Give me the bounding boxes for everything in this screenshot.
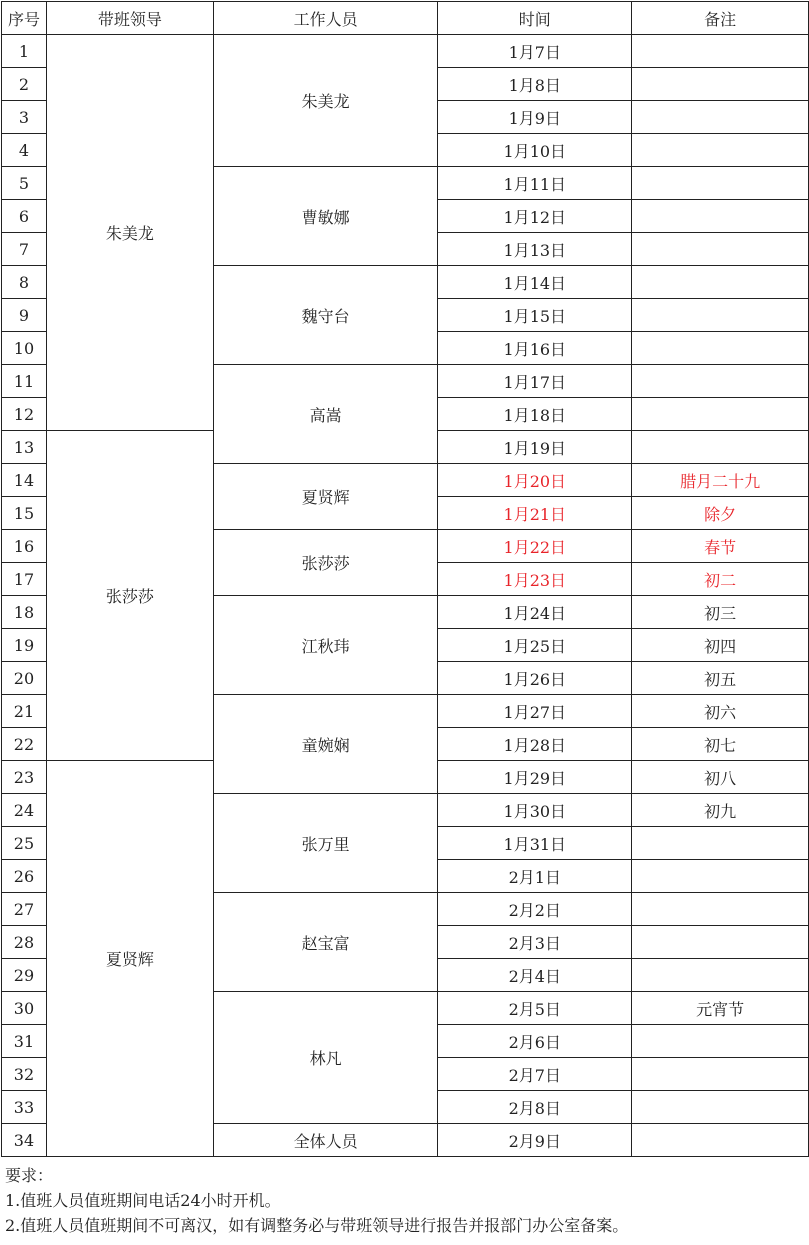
note-cell: 初五 [632, 662, 809, 695]
date-cell: 2月3日 [438, 926, 632, 959]
leader-cell: 张莎莎 [46, 431, 213, 761]
date-cell: 2月5日 [438, 992, 632, 1025]
date-cell: 1月23日 [438, 563, 632, 596]
date-cell: 1月31日 [438, 827, 632, 860]
staff-cell: 夏贤辉 [213, 464, 438, 530]
seq-cell: 19 [2, 629, 47, 662]
date-cell: 2月9日 [438, 1124, 632, 1157]
staff-cell: 张莎莎 [213, 530, 438, 596]
seq-cell: 27 [2, 893, 47, 926]
seq-cell: 18 [2, 596, 47, 629]
staff-cell: 魏守台 [213, 266, 438, 365]
staff-cell: 赵宝富 [213, 893, 438, 992]
date-cell: 2月8日 [438, 1091, 632, 1124]
date-cell: 1月19日 [438, 431, 632, 464]
seq-cell: 30 [2, 992, 47, 1025]
seq-cell: 26 [2, 860, 47, 893]
date-cell: 1月27日 [438, 695, 632, 728]
date-cell: 1月14日 [438, 266, 632, 299]
leader-cell: 夏贤辉 [46, 761, 213, 1157]
date-cell: 1月16日 [438, 332, 632, 365]
staff-cell: 全体人员 [213, 1124, 438, 1157]
date-cell: 1月13日 [438, 233, 632, 266]
date-cell: 2月1日 [438, 860, 632, 893]
seq-cell: 20 [2, 662, 47, 695]
date-cell: 1月25日 [438, 629, 632, 662]
staff-cell: 高嵩 [213, 365, 438, 464]
seq-cell: 29 [2, 959, 47, 992]
table-row [2, 35, 809, 68]
note-cell [632, 1124, 809, 1157]
staff-cell: 朱美龙 [213, 35, 438, 167]
note-cell [632, 1091, 809, 1124]
note-cell [632, 266, 809, 299]
note-cell: 初九 [632, 794, 809, 827]
note-cell [632, 860, 809, 893]
date-cell: 1月26日 [438, 662, 632, 695]
seq-cell: 31 [2, 1025, 47, 1058]
seq-cell: 25 [2, 827, 47, 860]
seq-cell: 32 [2, 1058, 47, 1091]
seq-cell: 12 [2, 398, 47, 431]
staff-cell: 张万里 [213, 794, 438, 893]
seq-cell: 24 [2, 794, 47, 827]
date-cell: 1月21日 [438, 497, 632, 530]
seq-cell: 9 [2, 299, 47, 332]
seq-cell: 4 [2, 134, 47, 167]
note-cell: 初三 [632, 596, 809, 629]
date-cell: 1月29日 [438, 761, 632, 794]
note-cell: 初八 [632, 761, 809, 794]
note-cell [632, 398, 809, 431]
seq-cell: 34 [2, 1124, 47, 1157]
note-cell [632, 365, 809, 398]
seq-cell: 1 [2, 35, 47, 68]
leader-cell: 朱美龙 [46, 35, 213, 431]
note-cell [632, 233, 809, 266]
seq-cell: 3 [2, 101, 47, 134]
note-cell: 元宵节 [632, 992, 809, 1025]
seq-cell: 13 [2, 431, 47, 464]
note-cell: 除夕 [632, 497, 809, 530]
date-cell: 2月4日 [438, 959, 632, 992]
seq-cell: 6 [2, 200, 47, 233]
seq-cell: 5 [2, 167, 47, 200]
date-cell: 2月6日 [438, 1025, 632, 1058]
date-cell: 1月12日 [438, 200, 632, 233]
seq-cell: 2 [2, 68, 47, 101]
seq-cell: 10 [2, 332, 47, 365]
staff-cell: 曹敏娜 [213, 167, 438, 266]
note-cell: 腊月二十九 [632, 464, 809, 497]
date-cell: 1月18日 [438, 398, 632, 431]
requirement-item-2: 2.值班人员值班期间不可离汉，如有调整务必与带班领导进行报告并报部门办公室备案。 [5, 1216, 629, 1235]
note-cell [632, 827, 809, 860]
date-cell: 2月2日 [438, 893, 632, 926]
note-cell [632, 68, 809, 101]
staff-cell: 江秋玮 [213, 596, 438, 695]
note-cell [632, 299, 809, 332]
header-staff: 工作人员 [213, 2, 438, 35]
note-cell: 春节 [632, 530, 809, 563]
date-cell: 1月7日 [438, 35, 632, 68]
note-cell [632, 1058, 809, 1091]
date-cell: 1月15日 [438, 299, 632, 332]
note-cell: 初二 [632, 563, 809, 596]
note-cell [632, 101, 809, 134]
date-cell: 2月7日 [438, 1058, 632, 1091]
date-cell: 1月30日 [438, 794, 632, 827]
note-cell [632, 134, 809, 167]
seq-cell: 17 [2, 563, 47, 596]
duty-schedule-sheet [1, 1, 809, 1157]
note-cell [632, 893, 809, 926]
seq-cell: 7 [2, 233, 47, 266]
staff-cell: 童婉娴 [213, 695, 438, 794]
seq-cell: 11 [2, 365, 47, 398]
date-cell: 1月11日 [438, 167, 632, 200]
note-cell [632, 926, 809, 959]
note-cell [632, 167, 809, 200]
date-cell: 1月22日 [438, 530, 632, 563]
seq-cell: 21 [2, 695, 47, 728]
requirement-item-1: 1.值班人员值班期间电话24小时开机。 [5, 1191, 281, 1210]
schedule-body [2, 35, 809, 1157]
header-note: 备注 [632, 2, 809, 35]
duty-schedule-table [1, 1, 809, 1157]
staff-cell: 林凡 [213, 992, 438, 1124]
date-cell: 1月20日 [438, 464, 632, 497]
note-cell: 初六 [632, 695, 809, 728]
note-cell [632, 332, 809, 365]
note-cell: 初四 [632, 629, 809, 662]
date-cell: 1月10日 [438, 134, 632, 167]
header-seq: 序号 [2, 2, 47, 35]
note-cell [632, 431, 809, 464]
date-cell: 1月28日 [438, 728, 632, 761]
date-cell: 1月8日 [438, 68, 632, 101]
note-cell [632, 35, 809, 68]
note-cell [632, 959, 809, 992]
note-cell [632, 200, 809, 233]
note-cell: 初七 [632, 728, 809, 761]
header-time: 时间 [438, 2, 632, 35]
seq-cell: 16 [2, 530, 47, 563]
seq-cell: 15 [2, 497, 47, 530]
requirements-notes [5, 1163, 628, 1238]
date-cell: 1月17日 [438, 365, 632, 398]
seq-cell: 14 [2, 464, 47, 497]
seq-cell: 23 [2, 761, 47, 794]
header-leader: 带班领导 [46, 2, 213, 35]
seq-cell: 28 [2, 926, 47, 959]
date-cell: 1月24日 [438, 596, 632, 629]
seq-cell: 22 [2, 728, 47, 761]
date-cell: 1月9日 [438, 101, 632, 134]
seq-cell: 8 [2, 266, 47, 299]
seq-cell: 33 [2, 1091, 47, 1124]
requirements-title: 要求： [5, 1166, 54, 1185]
note-cell [632, 1025, 809, 1058]
